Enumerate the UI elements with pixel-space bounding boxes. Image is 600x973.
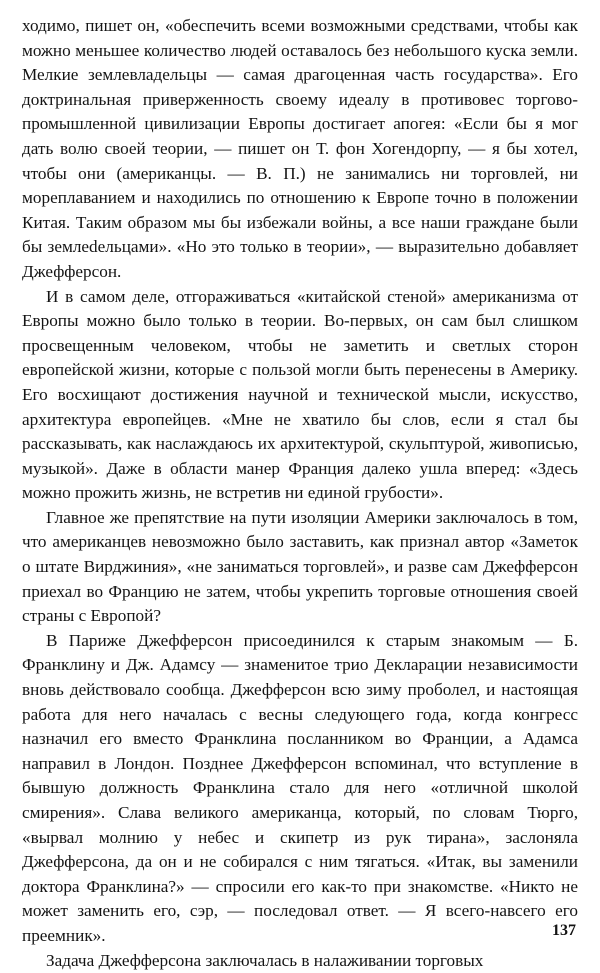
- paragraph-3: Главное же препятствие на пути изоляции Америки заключалось в том, что американцев невозможно было заставить, как признал автор «Заметок о штате Вирджиния», «не заниматься торговлей», и разве сам Джефферсон приехал во Францию не затем, чтобы укрепить торговые отношения своей страны с Европой?: [22, 507, 578, 626]
- paragraph-4: В Париже Джефферсон присоединился к старым знакомым — Б. Франклину и Дж. Адамсу — знаменитое трио Декларации независимости вновь действовало сообща. Джефферсон всю зиму проболел, и настоящая работа для него началась с весны следующего года, когда конгресс назначил его вместо Франклина посланником во Франции, а Адамса направил в Лондон. Позднее Джефферсон вспоминал, что вступление в бывшую должность Франклина стало для него «отличной школой смирения». Слава великого американца, который, по словам Тюрго, «вырвал молнию у небес и скипетр из рук тирана», заслоняла Джефферсона, да он и не собирался с ним тягаться. «Итак, вы заменили доктора Франклина?» — спросили его как-то при знакомстве. «Никто не может заменить его, сэр, — последовал ответ. — Я всего-навсего его преемник».: [22, 630, 578, 945]
- paragraph-2: И в самом деле, отгораживаться «китайской стеной» американизма от Европы можно было только в теории. Во-первых, он сам был слишком просвещенным человеком, чтобы не заметить и светлых сторон европейской жизни, которые с пользой могли быть перенесены в Америку. Его восхищают достижения научной и технической мысли, искусство, архитектура европейцев. «Мне не хватило бы слов, если я стал бы рассказывать, как наслаждаюсь их архитектурой, скульптурой, живописью, музыкой». Даже в области манер Франция далеко ушла вперед: «Здесь можно прожить жизнь, не встретив ни единой грубости».: [22, 286, 578, 503]
- paragraph-5: Задача Джефферсона заключалась в налаживании торговых: [46, 950, 484, 970]
- body-text: [22, 14, 578, 973]
- page-number: 137: [552, 922, 576, 939]
- paragraph-1: ходимо, пишет он, «обеспечить всеми возможными средствами, чтобы как можно меньшее количество людей оставалось без небольшого куска земли. Мелкие землевладельцы — самая драгоценная часть государства». Его доктринальная приверженность своему идеалу в противовес торгово-промышленной цивилизации Европы достигает апогея: «Если бы я мог дать волю своей теории, — пишет он Т. фон Хогендорпу, — я бы хотел, чтобы они (американцы. — В. П.) не занимались ни торговлей, ни мореплаванием и находились по отношению к Европе точно в положении Китая. Таким образом мы бы избежали войны, а все наши граждане были бы землedельцами». «Но это только в теории», — выразительно добавляет Джефферсон.: [22, 16, 578, 281]
